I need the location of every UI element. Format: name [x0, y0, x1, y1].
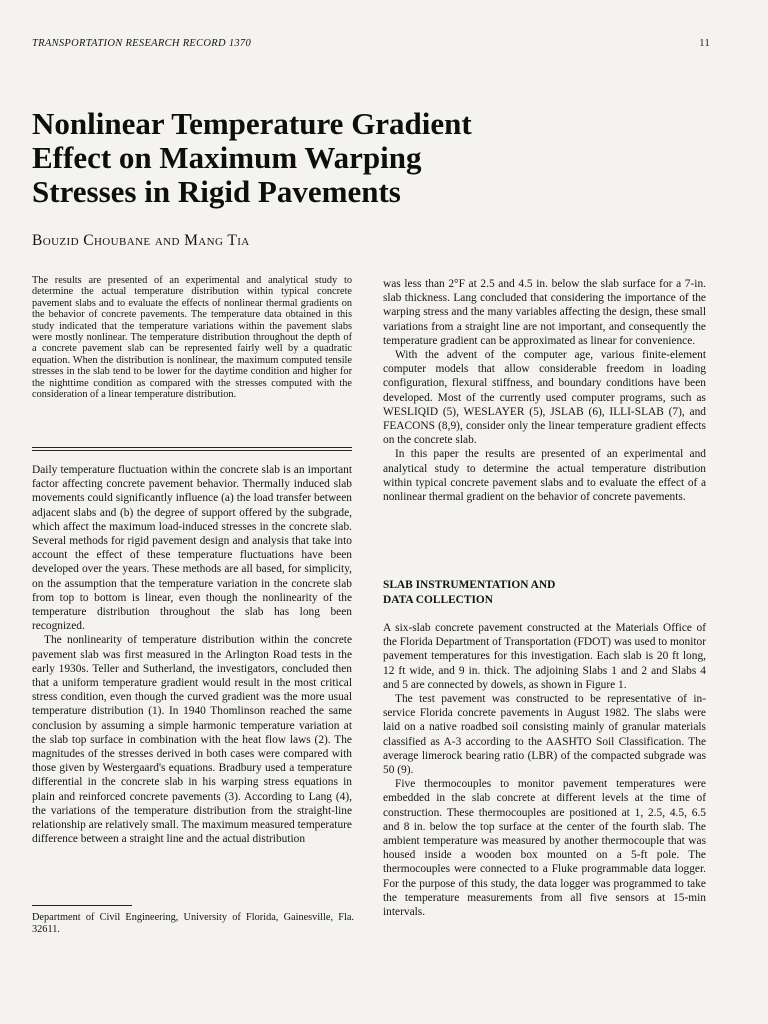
footnote-rule	[32, 905, 132, 906]
section-heading-line-2: DATA COLLECTION	[383, 593, 494, 606]
author-line: Bouzid Choubane and Mang Tia	[32, 232, 250, 249]
author-affiliation-footnote: Department of Civil Engineering, University of Florida, Gainesville, Fla. 32611.	[32, 912, 354, 935]
body-right-column-bottom	[383, 621, 706, 919]
paragraph: The test pavement was constructed to be representative of in-service Florida concrete pavements in August 1982. The slabs were laid on a native roadbed soil consisting mainly of granular materials classified as A-3 according to the AASHTO Soil Classification. The average limerock bearing ratio (LBR) of the compacted subgrade was 50 (9).	[383, 693, 706, 777]
paragraph: With the advent of the computer age, various finite-element computer models that allow considerable freedom in loading configuration, flexural stiffness, and boundary conditions have been developed. Most of the currently used computer programs, such as WESLIQID (5), WESLAYER (5), JSLAB (6), ILLI-SLAB (7), and FEACONS (8,9), consider only the linear temperature gradient effects on the concrete slab.	[383, 349, 706, 447]
paragraph: was less than 2°F at 2.5 and 4.5 in. below the slab surface for a 7-in. slab thickness. Lang concluded that considering the importance of the warping stress and the many variables affecting the design, these small variations from a straight line are not important, and consequently the temperature gradient can be approximated as linear for convenience.	[383, 278, 706, 347]
section-heading	[383, 578, 706, 607]
body-left-column	[32, 463, 352, 846]
abstract-rule-top	[32, 447, 352, 448]
page-number: 11	[699, 38, 710, 49]
journal-name: TRANSPORTATION RESEARCH RECORD 1370	[32, 38, 252, 49]
title-line-2: Effect on Maximum Warping	[32, 140, 422, 175]
running-header	[32, 38, 710, 54]
title-line-1: Nonlinear Temperature Gradient	[32, 106, 472, 141]
article-title	[32, 107, 632, 209]
section-heading-line-1: SLAB INSTRUMENTATION AND	[383, 579, 556, 591]
abstract-rule-bottom	[32, 450, 352, 451]
abstract: The results are presented of an experimental and analytical study to determine the actual temperature distribution within typical concrete pavement slabs and to evaluate the effects of nonlinear thermal gradients on the behavior of concrete pavements. The temperature data obtained in this study indicated that the temperature variations within the pavement slabs were mostly nonlinear. The temperature distribution throughout the depth of a concrete pavement slab can be represented fairly well by a quadratic equation. When the distribution is nonlinear, the maximum computed tensile stresses in the slab tend to be lower for the daytime condition and higher for the nighttime condition as compared with the stresses computed with the consideration of a linear temperature distribution.	[32, 275, 352, 401]
paragraph: A six-slab concrete pavement constructed at the Materials Office of the Florida Department of Transportation (FDOT) was used to monitor pavement temperatures for this investigation. Each slab is 20 ft long, 12 ft wide, and 9 in. thick. The adjoining Slabs 1 and 2 and Slabs 4 and 5 are connected by dowels, as shown in Figure 1.	[383, 622, 707, 691]
paragraph: Daily temperature fluctuation within the concrete slab is an important factor affecting concrete pavement behavior. Thermally induced slab movements could significantly influence (a) the load transfer between adjacent slabs and (b) the degree of support offered by the subgrade, which affect the maximum load-induced stresses in the concrete slab. Several methods for rigid pavement design and analysis that take into account the effect of these temperature fluctuations have been developed over the years. These methods are all based, for simplicity, on the assumption that the temperature variation in the concrete slab from top to bottom is linear, even though the nonlinearity of the temperature distribution throughout the slab has long been recognized.	[32, 464, 352, 633]
paragraph: The nonlinearity of temperature distribution within the concrete pavement slab was first measured in the Arlington Road tests in the early 1930s. Teller and Sutherland, the investigators, concluded then that a uniform temperature gradient would result in the most critical stress condition, even though the curved gradient was the more usual temperature distribution (1). In 1940 Thomlinson reached the same conclusion by assuming a simple harmonic temperature variation at the slab top surface in combination with the heat flow laws (2). The magnitudes of the stresses derived in both cases were compared with those given by Westergaard's equations. Bradbury used a temperature differential in the concrete slab in his warping stress equations in plain and reinforced concrete pavements (3). According to Lang (4), the variations of the temperature distribution from the straight-line relationship are relatively small. The maximum measured temperature difference between a straight line and the actual distribution	[32, 634, 352, 846]
paragraph: Five thermocouples to monitor pavement temperatures were embedded in the slab concrete at different levels at the time of construction. These thermocouples are positioned at 1, 2.5, 4.5, 6.5 and 8 in. below the top surface at the center of the fourth slab. The ambient temperature was measured by another thermocouple that was housed inside a wooden box mounted on a 5-ft pole. The thermocouples were connected to a Fluke programmable data logger. For the purpose of this study, the data logger was programmed to take the temperature measurements from all five sensors at 15-min intervals.	[383, 778, 706, 919]
title-line-3: Stresses in Rigid Pavements	[32, 174, 401, 209]
paragraph: In this paper the results are presented of an experimental and analytical study to determine the actual temperature distribution within typical concrete pavement slabs and to evaluate the effect of a nonlinear thermal gradient on the behavior of concrete pavements.	[383, 448, 706, 504]
body-right-column-top	[383, 277, 706, 504]
